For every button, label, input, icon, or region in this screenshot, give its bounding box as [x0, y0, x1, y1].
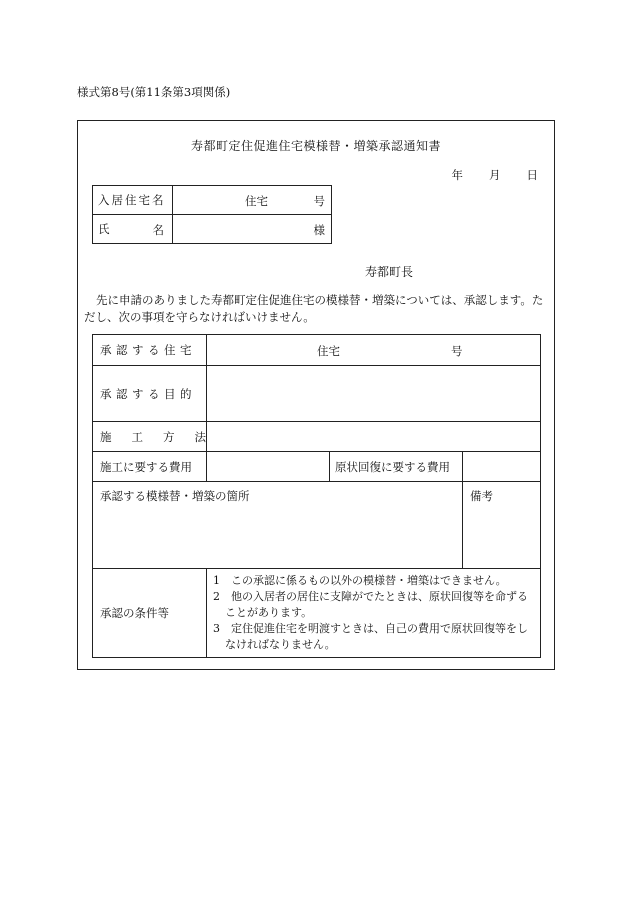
approval-table [92, 334, 541, 658]
method-char-3: 方 [163, 429, 175, 444]
remarks-cell [463, 482, 541, 569]
restore-cost-label: 原状回復に要する費用 [330, 452, 463, 482]
date-line [452, 167, 539, 183]
resident-table [92, 185, 332, 244]
condition-num: 2 [213, 590, 220, 603]
method-label [93, 422, 207, 452]
house-value [207, 335, 541, 366]
remarks-label: 備考 [470, 489, 493, 503]
location-cell [93, 482, 463, 569]
name-label [93, 215, 173, 244]
condition-num: 1 [213, 574, 220, 587]
conditions-label: 承認の条件等 [93, 569, 207, 658]
notice-form [77, 120, 555, 670]
method-value [207, 422, 541, 452]
condition-item [213, 621, 534, 653]
address-housing: 住宅 [245, 194, 268, 208]
restore-cost-value [463, 452, 541, 482]
condition-text: 他の入居者の居住に支障がでたときは、原状回復等を命ずることがあります。 [225, 590, 528, 619]
condition-num: 3 [213, 622, 220, 635]
method-char-4: 法 [194, 429, 206, 444]
intro-body: 先に申請のありました寿都町定住促進住宅の模様替・増築については、承認します。ただし、次の事項を守らなければいけません。 [84, 293, 544, 324]
cost-label: 施工に要する費用 [93, 452, 207, 482]
intro-text [84, 292, 550, 326]
name-label-second: 名 [152, 223, 166, 237]
form-number: 様式第8号(第11条第3項関係) [77, 85, 231, 99]
date-year: 年 [451, 168, 463, 182]
location-label: 承認する模様替・増築の箇所 [100, 489, 250, 503]
purpose-value [207, 366, 541, 422]
name-value [173, 215, 332, 244]
address-label: 入居住宅名 [93, 186, 173, 215]
house-housing: 住宅 [317, 344, 340, 358]
house-number: 号 [451, 344, 463, 358]
issuer-name: 寿都町長 [365, 265, 414, 279]
address-number: 号 [313, 194, 325, 208]
date-month: 月 [489, 168, 501, 182]
conditions-cell [207, 569, 541, 658]
cost-value [207, 452, 330, 482]
condition-text: この承認に係るもの以外の模様替・増築はできません。 [231, 574, 507, 587]
name-suffix: 様 [313, 223, 325, 237]
method-char-1: 施 [100, 429, 112, 444]
address-value [173, 186, 332, 215]
conditions-list [207, 569, 540, 657]
condition-item [213, 573, 534, 589]
name-label-first: 氏 [98, 222, 112, 236]
method-char-2: 工 [131, 429, 143, 444]
house-label: 承認する住宅 [93, 335, 207, 366]
document-title: 寿都町定住促進住宅模様替・増築承認通知書 [190, 139, 441, 153]
date-day: 日 [526, 168, 538, 182]
condition-text: 定住促進住宅を明渡すときは、自己の費用で原状回復等をしなければなりません。 [225, 622, 528, 651]
condition-item [213, 589, 534, 621]
purpose-label: 承認する目的 [93, 366, 207, 422]
